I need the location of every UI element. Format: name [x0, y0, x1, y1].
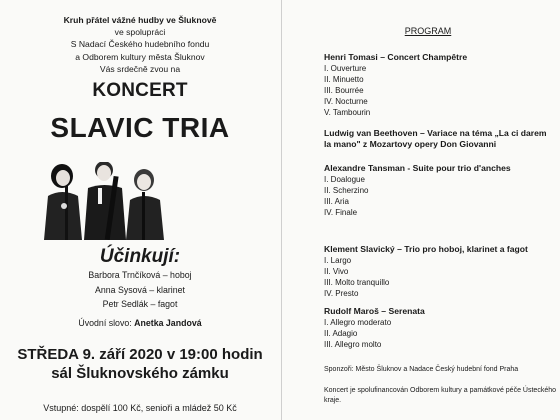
movement: IV. Nocturne [324, 97, 368, 106]
intro-line: S Nadací Českého hudebního fondu [70, 39, 210, 50]
admission-price: Vstupné: dospělí 100 Kč, senioři a mládež 50 Kč [43, 403, 237, 413]
intro-line: Kruh přátel vážné hudby ve Šluknově [63, 15, 217, 25]
movement: IV. Presto [324, 289, 359, 298]
intro-line: a Odborem kultury města Šluknov [75, 51, 205, 62]
piece-title: Klement Slavický – Trio pro hoboj, klarinet a fagot [324, 244, 528, 254]
program-piece [324, 52, 556, 118]
movement: I. Ouverture [324, 64, 367, 73]
performer-line: Barbora Trnčíková – hoboj [88, 270, 192, 280]
movement: III. Aria [324, 197, 349, 206]
program-piece [324, 128, 556, 150]
movement: II. Adagio [324, 329, 358, 338]
movement: IV. Finale [324, 208, 358, 217]
program-piece [324, 306, 556, 350]
movement: V. Tambourin [324, 108, 371, 117]
movement: II. Scherzino [324, 186, 369, 195]
venue-line: sál Šluknovského zámku [51, 365, 229, 382]
program-title: PROGRAM [404, 26, 452, 36]
movement: III. Molto tranquillo [324, 278, 390, 287]
page-fold [281, 0, 282, 420]
performer-line: Petr Sedlák – fagot [102, 299, 178, 309]
intro-line: Vás srdečně zvou na [99, 63, 181, 74]
koncert-heading: KONCERT [92, 80, 188, 101]
intro-word [0, 318, 280, 328]
intro-line: ve spolupráci [114, 27, 166, 38]
event-date [0, 345, 280, 383]
program-piece [324, 244, 556, 299]
performers-heading: Účinkují: [99, 246, 181, 267]
piece-title: Alexandre Tansman - Suite pour trio d'anches [324, 163, 511, 173]
piece-title: Ludwig van Beethoven – Variace na téma „La ci darem la mano" z Mozartovy opery Don Giovanni [324, 128, 547, 149]
intro-text [14, 14, 266, 75]
intro-word-name: Anetka Jandová [134, 318, 202, 328]
performer-line: Anna Sysová – klarinet [95, 284, 185, 295]
movement: I. Allegro moderato [324, 318, 392, 327]
movement: II. Minuetto [324, 75, 364, 84]
movement: I. Doalogue [324, 175, 365, 184]
sponsors-note: Sponzoři: Město Šluknov a Nadace Český hudební fond Praha [324, 366, 519, 373]
piece-title: Henri Tomasi – Concert Champêtre [324, 52, 468, 62]
program-piece [324, 163, 556, 218]
ensemble-title: SLAVIC TRIA [50, 112, 230, 143]
intro-word-label: Úvodní slovo: [78, 318, 132, 328]
movement: III. Allegro molto [324, 340, 382, 349]
movement: I. Largo [324, 256, 352, 265]
funding-note: Koncert je spolufinancován Odborem kultury a památkové péče Ústeckého kraje. [324, 387, 556, 404]
movement: III. Bourrée [324, 86, 364, 95]
trio-photo [34, 162, 174, 240]
piece-title: Rudolf Maroš – Serenata [324, 306, 425, 316]
program-panel [300, 0, 556, 420]
movement: II. Vivo [324, 267, 349, 276]
performers-section [0, 246, 280, 312]
date-line: STŘEDA 9. září 2020 v 19:00 hodin [17, 346, 263, 363]
